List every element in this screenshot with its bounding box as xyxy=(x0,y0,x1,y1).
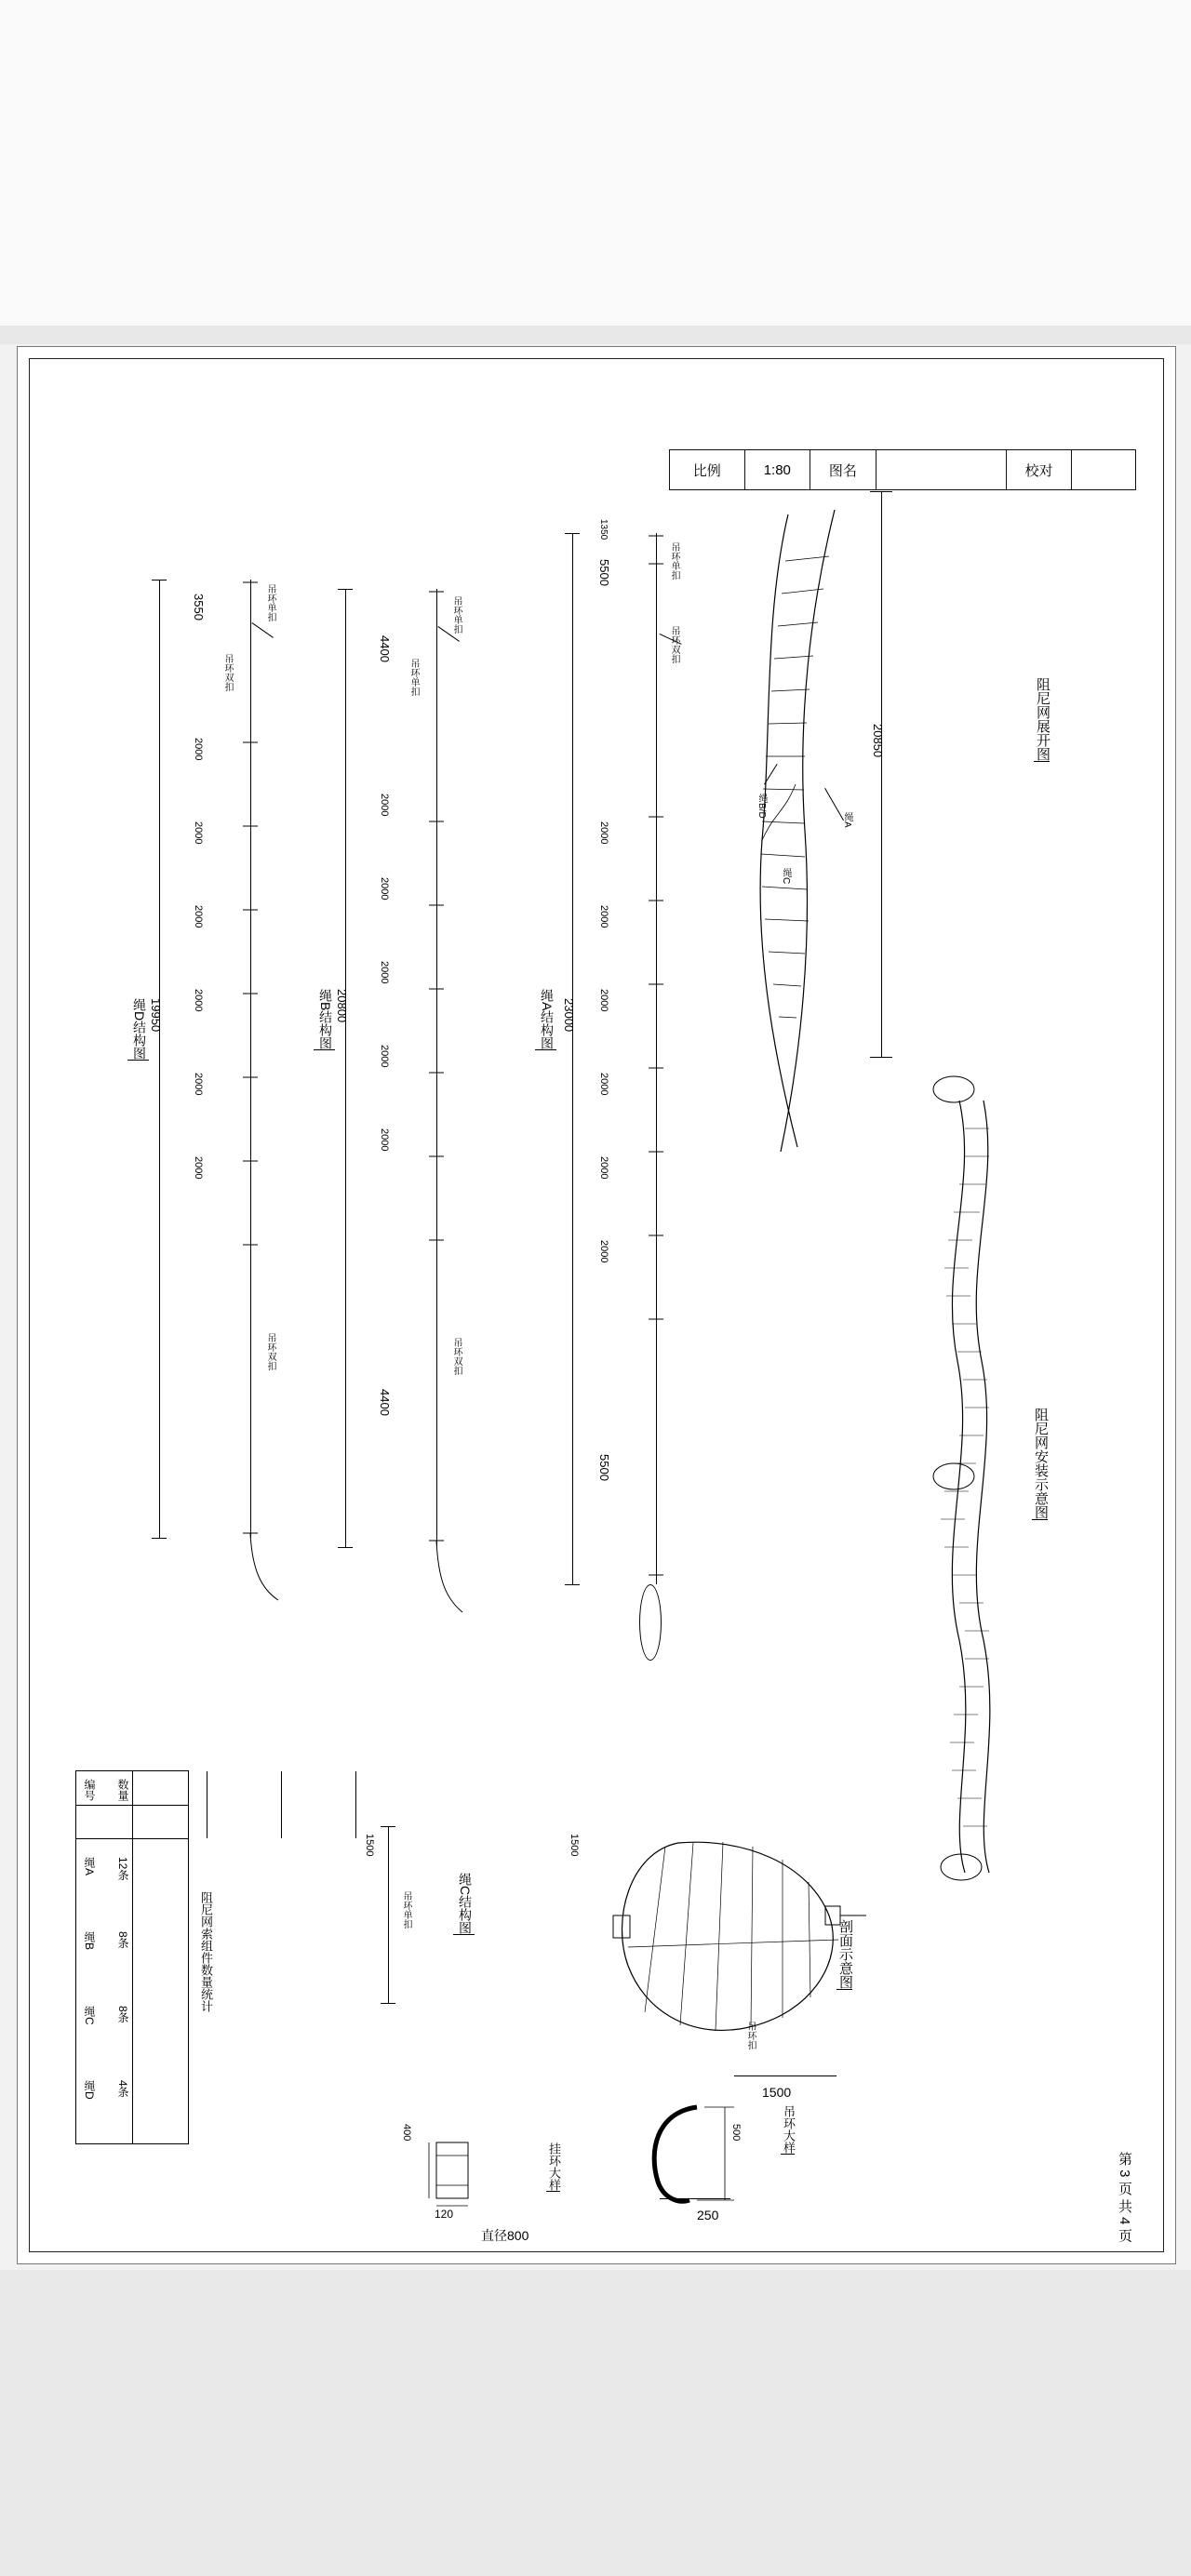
rope-d-seg-4: 2000 xyxy=(193,989,204,1012)
rope-c-length: 1500 xyxy=(364,1834,375,1857)
rope-c-line xyxy=(388,1826,389,2003)
drawing-name-value xyxy=(877,450,1007,489)
rope-c-tick-top xyxy=(381,1826,395,1827)
rope-b-end-label-bottom: 吊环双扣 xyxy=(451,1338,462,1375)
rope-a-total-tick-top xyxy=(565,533,580,534)
elevation-title: 阻尼网展开图 xyxy=(1035,677,1050,761)
rope-d-total: 19950 xyxy=(149,998,163,1033)
rope-d-total-tick-top xyxy=(152,580,167,581)
rope-a-seg-3: 2000 xyxy=(598,989,609,1012)
rope-b-seg-3: 2000 xyxy=(379,961,390,984)
rope-b-top-run: 4400 xyxy=(378,635,392,662)
plan-title: 阻尼网安装示意图 xyxy=(1033,1408,1049,1519)
rope-c-tick-bottom xyxy=(381,2003,395,2004)
rope-a-end-label-bottom: 吊环双扣 xyxy=(669,626,679,663)
bottom-section-title: 剖面示意图 xyxy=(837,1919,853,1989)
rope-d-total-rail xyxy=(159,580,160,1538)
table-cell-qty-4: 4条 xyxy=(116,2080,129,2098)
ring-detail-title: 吊环大样 xyxy=(782,2105,796,2154)
table-cell-qty-3: 8条 xyxy=(116,2006,129,2023)
elevation-dim-tick-top xyxy=(870,491,892,492)
table-col-line xyxy=(132,1771,133,2143)
rope-b-title: 绳B结构图 xyxy=(314,989,335,1050)
table-cell-code-3: 绳C xyxy=(83,2006,96,2025)
scale-value: 1:80 xyxy=(745,450,811,489)
rope-b-total-rail xyxy=(345,589,346,1547)
rope-b-seg-5: 2000 xyxy=(379,1128,390,1152)
table-col-line-3 xyxy=(281,1771,282,1838)
rope-a-seg-2: 2000 xyxy=(598,905,609,928)
title-block xyxy=(669,449,1136,490)
rope-d-seg-3: 2000 xyxy=(193,905,204,928)
rope-d-seg-5: 2000 xyxy=(193,1073,204,1096)
table-cell-qty-2: 8条 xyxy=(116,1931,129,1949)
rope-d-seg-1: 2000 xyxy=(193,738,204,761)
rope-b-seg-1: 2000 xyxy=(379,794,390,817)
elevation-dim-tick-bottom xyxy=(870,1057,892,1058)
rope-a-seg-6: 2000 xyxy=(598,1240,609,1263)
section-drawing xyxy=(576,1826,855,2049)
section-hook-label: 吊环扣 xyxy=(745,2022,756,2049)
rope-d-end-label-top: 吊环单扣 xyxy=(265,584,275,621)
rope-d-title: 绳D结构图 xyxy=(127,998,149,1061)
rope-d-seg-6: 2000 xyxy=(193,1156,204,1180)
check-value xyxy=(1072,450,1135,489)
rope-b-seg-2: 2000 xyxy=(379,877,390,901)
material-table-title: 阻尼网索组件数量统计 xyxy=(199,1891,213,2012)
plan-net-drawing xyxy=(911,1082,1041,1882)
rope-b-seg-4: 2000 xyxy=(379,1045,390,1068)
ring-dim-line xyxy=(660,2198,730,2199)
table-cell-qty-1: 12条 xyxy=(116,1857,129,1881)
hook-detail-drawing xyxy=(408,2124,520,2226)
rope-d-mid-label: 吊环双扣 xyxy=(222,654,233,691)
drawing-sheet xyxy=(17,346,1176,2264)
material-table xyxy=(75,1770,189,2144)
rope-a-total-tick-bottom xyxy=(565,1584,580,1585)
rope-d-end-label-bottom: 吊环双扣 xyxy=(265,1333,275,1370)
hook-detail-title: 挂环大样 xyxy=(547,2142,561,2191)
drawing-name-label: 图名 xyxy=(810,450,877,489)
ring-detail-drawing xyxy=(632,2096,762,2208)
rope-b-total: 20800 xyxy=(335,989,349,1023)
rope-d-total-tick-bottom xyxy=(152,1538,167,1539)
section-width-text: 1500 xyxy=(762,2085,792,2100)
ring-height-dim: 500 xyxy=(730,2124,742,2142)
label-rope-bd: 绳B/D xyxy=(756,794,767,819)
elevation-dim-rail xyxy=(881,491,882,1057)
rope-a-seg-5: 2000 xyxy=(598,1156,609,1180)
rope-a-dim-top-run: 5500 xyxy=(597,559,611,586)
rope-b-end-label-top: 吊环单扣 xyxy=(451,596,462,634)
section-dim-line xyxy=(734,2075,836,2076)
rope-b-ticks xyxy=(408,584,483,1570)
scale-label: 比例 xyxy=(670,450,745,489)
table-cell-code-1: 绳A xyxy=(83,1857,96,1876)
table-col-line-4 xyxy=(355,1771,356,1838)
rope-b-total-tick-top xyxy=(338,589,353,590)
hook-diameter-dim: 直径800 xyxy=(481,2228,529,2243)
rope-a-ticks xyxy=(622,528,697,1598)
rope-d-seg-2: 2000 xyxy=(193,821,204,845)
rope-d-top-run: 3550 xyxy=(192,594,206,621)
rope-b-mid-label: 吊环单扣 xyxy=(408,659,419,696)
bottom-blank-strip xyxy=(0,2270,1191,2576)
rope-a-seg-1: 2000 xyxy=(598,821,609,845)
hook-thickness-dim: 120 xyxy=(435,2208,454,2221)
elevation-total-dim: 20850 xyxy=(871,724,885,758)
rope-a-seg-4: 2000 xyxy=(598,1073,609,1096)
rope-d-ticks xyxy=(222,575,297,1570)
rope-a-dim-bottom-run: 5500 xyxy=(597,1454,611,1481)
table-cell-code-4: 绳D xyxy=(83,2080,96,2100)
page-marker: 第 3 页 共 4 页 xyxy=(1117,2152,1132,2243)
rope-b-total-tick-bottom xyxy=(338,1547,353,1548)
label-rope-a: 绳A xyxy=(842,812,852,828)
elevation-net-drawing xyxy=(743,505,930,1156)
table-cell-code-2: 绳B xyxy=(83,1931,96,1951)
table-header-code: 编号 xyxy=(83,1779,96,1801)
rope-a-end-label-top: 吊环单扣 xyxy=(669,542,679,580)
rope-a-total-rail xyxy=(572,533,573,1584)
rope-a-title: 绳A结构图 xyxy=(535,989,556,1050)
hook-width-dim: 400 xyxy=(401,2124,412,2142)
table-header-qty: 数量 xyxy=(116,1779,129,1801)
check-label: 校对 xyxy=(1007,450,1073,489)
rope-a-total: 23000 xyxy=(562,998,576,1033)
rope-c-title: 绳C结构图 xyxy=(453,1873,475,1935)
rope-a-dim-1350: 1350 xyxy=(598,519,609,541)
label-rope-c: 绳C xyxy=(781,868,791,885)
rope-b-bottom-run: 4400 xyxy=(378,1389,392,1416)
rope-c-end-label: 吊环单扣 xyxy=(401,1891,411,1929)
top-blank-strip xyxy=(0,0,1191,326)
ring-width-dim: 250 xyxy=(697,2208,719,2222)
strip-divider xyxy=(0,326,1191,344)
section-width-dim: 1500 xyxy=(569,1834,580,1857)
